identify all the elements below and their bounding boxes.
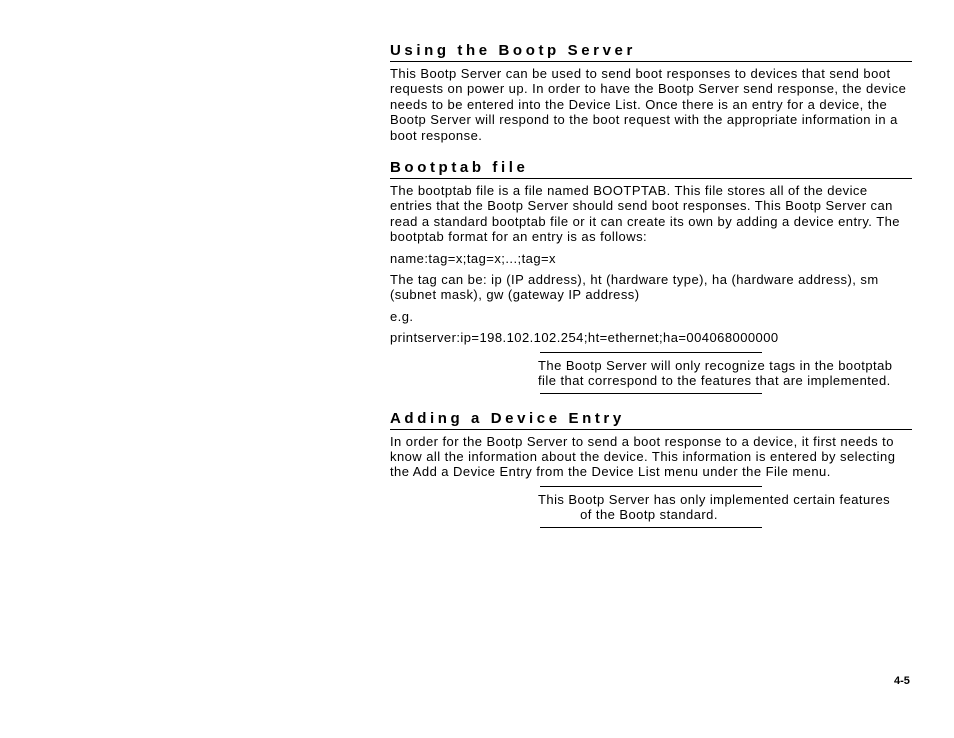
paragraph-example-entry: printserver:ip=198.102.102.254;ht=ethernet;ha=004068000000 (390, 330, 779, 346)
paragraph-bootptab-format: name:tag=x;tag=x;...;tag=x (390, 250, 556, 266)
note-line: file that correspond to the features that are implemented. (538, 373, 891, 389)
note-line: of the Bootp standard. (580, 507, 718, 523)
paragraph-example-label: e.g. (390, 308, 414, 324)
note-bootptab-tags (538, 352, 893, 394)
note-line: This Bootp Server has only implemented certain features (538, 491, 891, 507)
note-line: The Bootp Server will only recognize tags in the bootptab (538, 357, 893, 373)
paragraph-using-bootp-server: This Bootp Server can be used to send boot responses to devices that send boot requests on power up. In order to have the Bootp Server send response, the device needs to be entered into the Device List. Once there is an entry for a device, the Bootp Server will respond to the boot request with the appropriate information in a boot response. (390, 66, 907, 143)
page-number: 4-5 (894, 675, 910, 687)
note-implemented-features (538, 486, 891, 528)
section-heading-using-bootp-server: Using the Bootp Server (390, 42, 912, 62)
paragraph-adding-device-entry: In order for the Bootp Server to send a boot response to a device, it first needs to know all the information about the device. This information is entered by selecting the Add a Device Entry from the Device List menu under the File menu. (390, 433, 896, 480)
paragraph-bootptab-description: The bootptab file is a file named BOOTPTAB. This file stores all of the device entries that the Bootp Server should send boot responses. This Bootp Server can read a standard bootptab file or it can create its own by adding a device entry. The bootptab format for an entry is as follows: (390, 183, 900, 245)
paragraph-tag-list: The tag can be: ip (IP address), ht (hardware type), ha (hardware address), sm (subnet mask), gw (gateway IP address) (390, 272, 879, 303)
section-heading-adding-device-entry: Adding a Device Entry (390, 410, 912, 430)
section-heading-bootptab-file: Bootptab file (390, 159, 912, 179)
page-content (390, 42, 912, 528)
